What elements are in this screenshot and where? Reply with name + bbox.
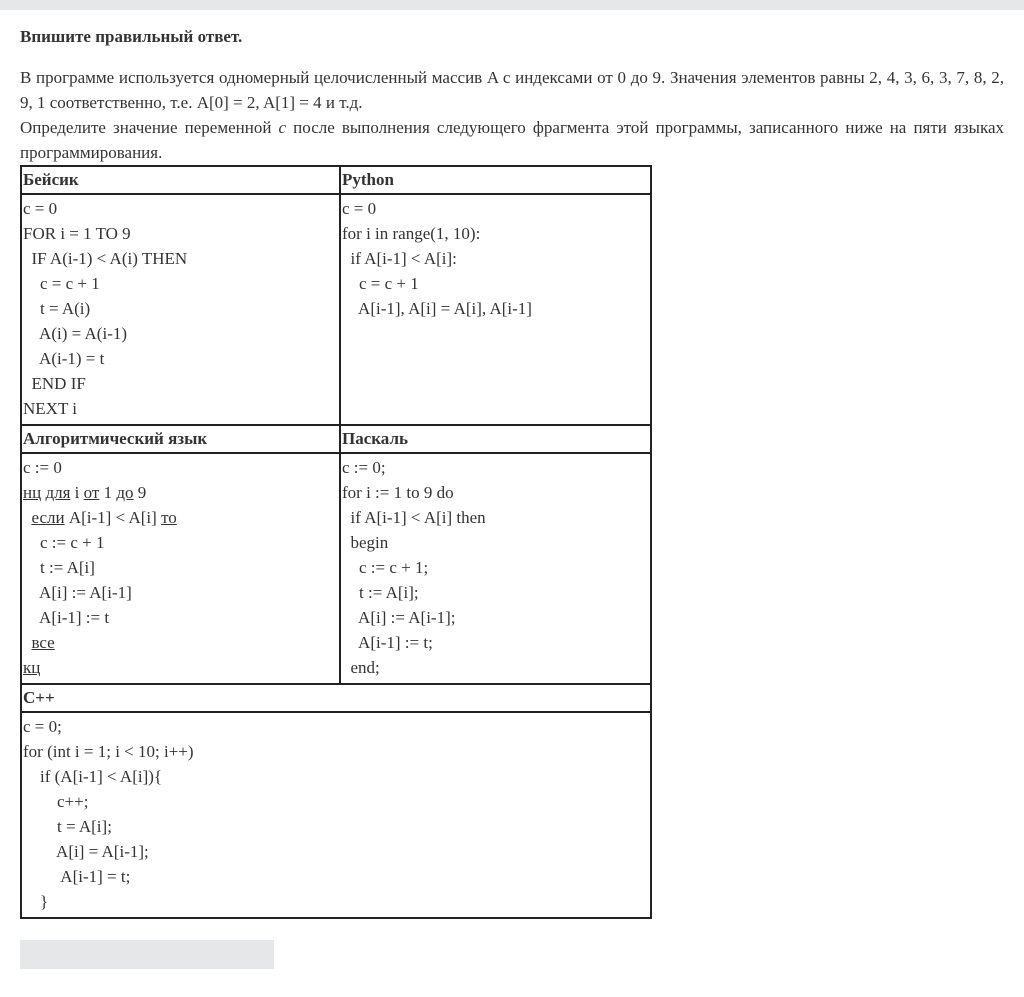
code-line: c = 0; — [23, 717, 62, 736]
python-code — [340, 194, 651, 425]
problem-text — [20, 65, 1004, 165]
problem-paragraph-1: В программе используется одномерный целочисленный массив A с индексами от 0 до 9. Значения элементов равны 2, 4, 3, 6, 3, 7, 8, 2, 9, 1 соответственно, т.е. A[0] = 2, A[1] = 4 и т.д. — [20, 68, 1004, 112]
code-line: if (A[i-1] < A[i]){ — [23, 767, 163, 786]
code-line: A(i) = A(i-1) — [23, 324, 128, 343]
keyword: кц — [23, 658, 41, 677]
code-line: for i in range(1, 10): — [342, 224, 481, 243]
code-line: A[i-1], A[i] = A[i], A[i-1] — [342, 299, 532, 318]
python-title: Python — [342, 170, 394, 189]
code-line: if A[i-1] < A[i]: — [342, 249, 457, 268]
code-line: c := c + 1 — [23, 533, 105, 552]
code-text: A[i-1] < A[i] — [64, 508, 162, 527]
code-line: c = c + 1 — [23, 274, 100, 293]
code-line — [23, 480, 339, 505]
code-line: NEXT i — [23, 399, 77, 418]
code-line: } — [23, 892, 49, 911]
basic-header — [21, 166, 340, 194]
code-line: t = A[i]; — [23, 817, 112, 836]
cpp-title: C++ — [23, 688, 55, 707]
instruction-heading: Впишите правильный ответ. — [20, 27, 243, 46]
algo-code — [21, 453, 340, 684]
basic-code — [21, 194, 340, 425]
pascal-title: Паскаль — [342, 429, 408, 448]
keyword: если — [31, 508, 65, 527]
code-line: A[i] = A[i-1]; — [23, 842, 149, 861]
code-line: t = A(i) — [23, 299, 91, 318]
code-table — [20, 165, 652, 919]
code-line: begin — [342, 533, 389, 552]
variable-c: c — [278, 118, 287, 137]
code-line: c := 0; — [342, 458, 386, 477]
algo-title: Алгоритмический язык — [23, 429, 208, 448]
keyword: то — [161, 508, 177, 527]
code-line: A[i-1] := t — [23, 608, 110, 627]
code-line: A[i-1] = t; — [23, 867, 131, 886]
python-header — [340, 166, 651, 194]
code-line: A(i-1) = t — [23, 349, 105, 368]
keyword: нц — [23, 483, 42, 502]
code-line: c := c + 1; — [342, 558, 429, 577]
indent — [23, 633, 32, 652]
code-line: c = 0 — [342, 199, 377, 218]
answer-input[interactable] — [20, 940, 274, 969]
basic-title: Бейсик — [23, 170, 79, 189]
keyword: все — [31, 633, 55, 652]
code-line: A[i] := A[i-1] — [23, 583, 132, 602]
pascal-code — [340, 453, 651, 684]
code-line: t := A[i] — [23, 558, 95, 577]
code-line: for (int i = 1; i < 10; i++) — [23, 742, 194, 761]
code-line: FOR i = 1 TO 9 — [23, 224, 131, 243]
code-line: if A[i-1] < A[i] then — [342, 508, 486, 527]
code-line: END IF — [23, 374, 86, 393]
keyword: от — [83, 483, 100, 502]
code-line: IF A(i-1) < A(i) THEN — [23, 249, 188, 268]
code-text: 1 — [99, 483, 117, 502]
cpp-header — [21, 684, 651, 712]
code-line: t := A[i]; — [342, 583, 419, 602]
code-line: c++; — [23, 792, 89, 811]
problem-text-after: после выполнения следующего фрагмента этой программы, записанного ниже на пяти языках программирования. — [20, 118, 1004, 162]
code-line: A[i] := A[i-1]; — [342, 608, 456, 627]
indent — [23, 508, 32, 527]
algo-header — [21, 425, 340, 453]
problem-text-before: Определите значение переменной — [20, 118, 279, 137]
code-line: c := 0 — [23, 458, 62, 477]
code-line — [23, 505, 339, 530]
code-text: i — [70, 483, 84, 502]
code-line — [23, 655, 339, 680]
keyword: для — [45, 483, 71, 502]
code-line: end; — [342, 658, 380, 677]
problem-paragraph-2 — [20, 115, 1004, 165]
code-line: for i := 1 to 9 do — [342, 483, 454, 502]
pascal-header — [340, 425, 651, 453]
keyword: до — [116, 483, 134, 502]
code-line: A[i-1] := t; — [342, 633, 433, 652]
code-line: c = 0 — [23, 199, 58, 218]
code-line: c = c + 1 — [342, 274, 419, 293]
code-line — [23, 630, 339, 655]
code-text: 9 — [133, 483, 147, 502]
cpp-code — [21, 712, 651, 918]
top-bar — [0, 0, 1024, 10]
